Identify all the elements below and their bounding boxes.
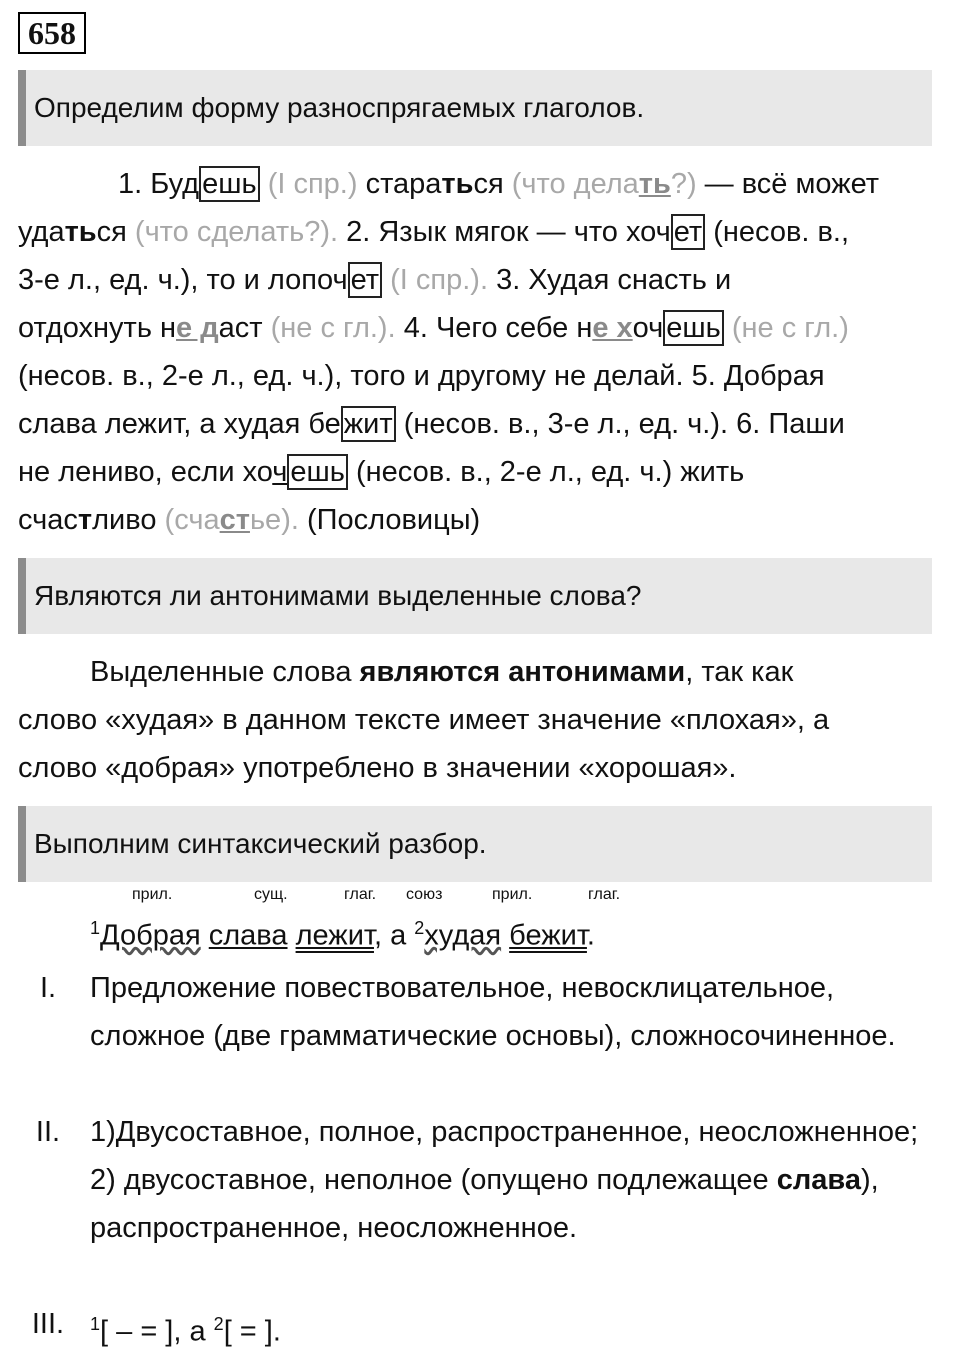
antonyms-answer: Выделенные слова являются антонимами, так как слово «худая» в данном тексте имеет значение «плохая», а слово «добрая» употреблено в значении «хорошая».: [18, 656, 830, 784]
pos-label: глаг.: [344, 886, 377, 903]
sentence-scheme: $^1$[ – = ], а $^2$[ = ].: [90, 1314, 281, 1348]
proverbs-text: 1. Буд ешь (I спр.) стараться (что делать?) — всё может удаться (что сделать?). 2. Язык мягок — что хоч ет (несов. в., 3-е л., ед. ч.), то и лопоч ет (I спр.). 3. Худая снасть и отдохнуть не даст (не с гл.). 4. Чего себе не хоч ешь (не с гл.) (несов. в., 2-е л., ед. ч.), того и другому не делай. 5. Добрая слава лежит, а худая бе жит (несов. в., 3-е л., ед. ч.). 6. Паши не лениво, если хоч ешь (несов. в., 2-е л., ед. ч.) жить счастливо (счастье). (Пословицы): [18, 168, 880, 536]
section-header-antonyms: Являются ли антонимами выделенные слова?: [18, 558, 932, 634]
pos-label: сущ.: [254, 886, 288, 903]
analysis-point-2: 1)Двусоставное, полное, распространенное, неосложненное; 2) двусоставное, неполное (опущено подлежащее слава), распространенное, неосложненное.: [90, 1116, 919, 1244]
roman-numeral: I.: [39, 972, 57, 1004]
exercise-number: 658: [18, 12, 86, 54]
section-header-parse: Выполним синтаксический разбор.: [18, 806, 932, 882]
pos-label: прил.: [132, 886, 173, 903]
analysis-point-1: Предложение повествовательное, невосклицательное, сложное (две грамматические основы), сложносочиненное.: [90, 972, 896, 1052]
parsed-sentence: $^1$Добрая слава лежит, а $^2$худая бежит.: [90, 918, 595, 952]
roman-numeral: II.: [35, 1116, 61, 1148]
pos-label: глаг.: [588, 886, 621, 903]
pos-label: союз: [406, 886, 443, 903]
section-header-forms: Определим форму разноспрягаемых глаголов.: [18, 70, 932, 146]
pos-label: прил.: [492, 886, 533, 903]
roman-numeral: III.: [31, 1308, 65, 1340]
